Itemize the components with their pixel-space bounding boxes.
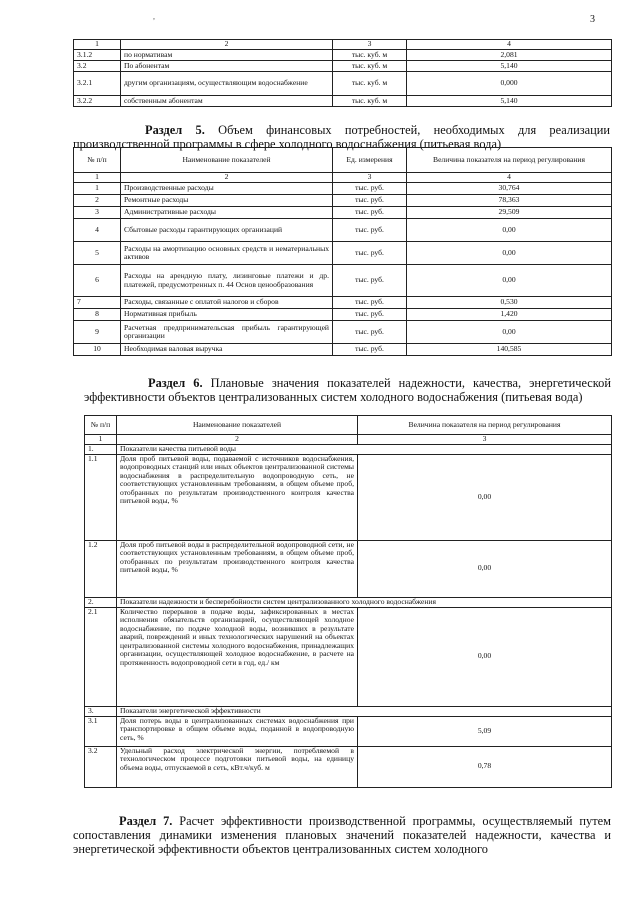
row-number: 1.1	[85, 454, 117, 540]
number-cell: 2	[117, 435, 358, 445]
row-unit: тыс. руб.	[333, 207, 407, 219]
row-value: 0,00	[407, 242, 612, 265]
row-label: Доля проб питьевой воды в распределительной водопроводной сети, не соответствующих установленным требованиям, в общем объеме проб, отобранных по результатам производственного контроля качества питьевой воды, %	[117, 540, 358, 597]
table-row	[74, 207, 612, 219]
header-cell: 3	[333, 40, 407, 50]
row-label: собственным абонентам	[121, 96, 333, 107]
section6-title: Плановые значения показателей надежности, качества, энергетической эффективности объектов централизованных систем холодного водоснабжения (питьевая вода)	[84, 376, 611, 404]
row-value: 0,00	[407, 219, 612, 242]
row-label: Количество перерывов в подаче воды, зафиксированных в местах исполнения обязательств организацией, осуществляющей холодное водоснабжение, по подаче холодной воды, возникших в результате аварий, повреждений и иных технологических нарушений на объектах централизованной системы холодного водоснабжения, принадлежащих организации, осуществляющей холодное водоснабжение, в расчете на протяженность водопроводной сети в год, ед./ км	[117, 607, 358, 706]
group-title: Показатели надежности и бесперебойности систем централизованного холодного водоснабжения	[117, 597, 612, 607]
row-number: 3.2	[85, 746, 117, 787]
row-number: 4	[74, 219, 121, 242]
number-cell: 4	[407, 173, 612, 183]
row-number: 10	[74, 344, 121, 356]
row-value: 5,140	[407, 96, 612, 107]
section5-title: Объем финансовых потребностей, необходимых для реализации производственной программы в сфере холодного водоснабжения (питьевая вода)	[73, 123, 610, 151]
section6-heading	[84, 376, 611, 404]
row-unit: тыс. руб.	[333, 265, 407, 297]
row-label: Расходы на амортизацию основных средств и нематериальных активов	[121, 242, 333, 265]
row-label: Расчетная предпринимательская прибыль гарантирующей организации	[121, 321, 333, 344]
table-row	[74, 183, 612, 195]
number-cell: 3	[358, 435, 612, 445]
row-label: Расходы, связанные с оплатой налогов и сборов	[121, 297, 333, 309]
row-value: 0,00	[407, 265, 612, 297]
group-number: 2.	[85, 597, 117, 607]
header-cell: № п/п	[85, 416, 117, 435]
row-label: Административные расходы	[121, 207, 333, 219]
table-row	[85, 746, 612, 787]
row-number: 3.1.2	[74, 50, 121, 61]
header-cell: Ед. измерения	[333, 148, 407, 173]
table-row	[85, 454, 612, 540]
top-mark: ,	[153, 12, 155, 21]
row-number: 1.2	[85, 540, 117, 597]
row-number: 1	[74, 183, 121, 195]
number-cell: 2	[121, 173, 333, 183]
row-label: Нормативная прибыль	[121, 309, 333, 321]
group-number: 3.	[85, 706, 117, 716]
table-row	[85, 607, 612, 706]
table-row	[74, 309, 612, 321]
row-label: другим организациям, осуществляющим водоснабжение	[121, 72, 333, 96]
section6-label: Раздел 6.	[148, 376, 203, 390]
number-cell: 3	[333, 173, 407, 183]
row-value: 29,509	[407, 207, 612, 219]
row-number: 9	[74, 321, 121, 344]
table-row	[74, 195, 612, 207]
row-number: 3.1	[85, 716, 117, 746]
header-cell: 2	[121, 40, 333, 50]
row-unit: тыс. руб.	[333, 309, 407, 321]
row-label: Доля проб питьевой воды, подаваемой с источников водоснабжения, водопроводных станций или иных объектов централизованной системы водоснабжения в распределительную водопроводную сеть, не соответствующих установленным требованиям, в общем объеме проб, отобранных по результатам производственного контроля качества питьевой воды, %	[117, 454, 358, 540]
table-row	[85, 716, 612, 746]
row-value: 5,09	[358, 716, 612, 746]
table-row	[74, 219, 612, 242]
section5-label: Раздел 5.	[145, 123, 205, 137]
number-cell: 1	[74, 173, 121, 183]
row-label: Удельный расход электрической энергии, потребляемой в технологическом процессе подготовки питьевой воды, на единицу объема воды, отпускаемой в сеть, кВт.ч/куб. м	[117, 746, 358, 787]
row-number: 3	[74, 207, 121, 219]
row-unit: тыс. куб. м	[333, 61, 407, 72]
row-number: 2.1	[85, 607, 117, 706]
table-row	[85, 540, 612, 597]
table-section6	[84, 415, 612, 788]
header-cell: № п/п	[74, 148, 121, 173]
row-number: 7	[74, 297, 121, 309]
row-value: 0,00	[358, 454, 612, 540]
header-cell: Наименование показателей	[117, 416, 358, 435]
row-number: 2	[74, 195, 121, 207]
row-number: 3.2	[74, 61, 121, 72]
row-unit: тыс. руб.	[333, 242, 407, 265]
number-cell: 1	[85, 435, 117, 445]
row-value: 0,530	[407, 297, 612, 309]
group-row	[85, 706, 612, 716]
table-top	[73, 39, 612, 107]
header-cell: Величина показателя на период регулирования	[358, 416, 612, 435]
table-row	[74, 72, 612, 96]
header-cell: Наименование показателей	[121, 148, 333, 173]
row-unit: тыс. руб.	[333, 321, 407, 344]
table-row	[74, 242, 612, 265]
row-number: 3.2.2	[74, 96, 121, 107]
row-label: Сбытовые расходы гарантирующих организаций	[121, 219, 333, 242]
row-value: 5,140	[407, 61, 612, 72]
table-section5	[73, 147, 612, 356]
row-value: 1,420	[407, 309, 612, 321]
section7-label: Раздел 7.	[119, 814, 173, 828]
table-row	[74, 321, 612, 344]
group-row	[85, 444, 612, 454]
row-value: 78,363	[407, 195, 612, 207]
page-number: 3	[590, 14, 595, 25]
row-value: 0,00	[358, 540, 612, 597]
table-row	[74, 96, 612, 107]
row-label: По абонентам	[121, 61, 333, 72]
row-unit: тыс. куб. м	[333, 96, 407, 107]
row-value: 0,000	[407, 72, 612, 96]
header-cell: 1	[74, 40, 121, 50]
table-row	[74, 50, 612, 61]
header-cell: Величина показателя на период регулирования	[407, 148, 612, 173]
row-value: 0,00	[358, 607, 612, 706]
row-number: 6	[74, 265, 121, 297]
group-number: 1.	[85, 444, 117, 454]
row-unit: тыс. куб. м	[333, 50, 407, 61]
table-row	[74, 297, 612, 309]
row-unit: тыс. руб.	[333, 344, 407, 356]
row-number: 8	[74, 309, 121, 321]
row-value: 0,00	[407, 321, 612, 344]
row-unit: тыс. руб.	[333, 297, 407, 309]
row-number: 3.2.1	[74, 72, 121, 96]
row-label: Необходимая валовая выручка	[121, 344, 333, 356]
row-label: Производственные расходы	[121, 183, 333, 195]
row-unit: тыс. руб.	[333, 195, 407, 207]
row-value: 30,764	[407, 183, 612, 195]
group-title: Показатели энергетической эффективности	[117, 706, 612, 716]
row-label: Ремонтные расходы	[121, 195, 333, 207]
group-title: Показатели качества питьевой воды	[117, 444, 612, 454]
group-row	[85, 597, 612, 607]
row-label: по нормативам	[121, 50, 333, 61]
row-number: 5	[74, 242, 121, 265]
table-row	[74, 344, 612, 356]
row-unit: тыс. куб. м	[333, 72, 407, 96]
row-value: 140,585	[407, 344, 612, 356]
table-row	[74, 61, 612, 72]
row-label: Доля потерь воды в централизованных системах водоснабжения при транспортировке в общем объеме воды, поданной в водопроводную сеть, %	[117, 716, 358, 746]
row-unit: тыс. руб.	[333, 183, 407, 195]
row-value: 2,081	[407, 50, 612, 61]
row-unit: тыс. руб.	[333, 219, 407, 242]
header-cell: 4	[407, 40, 612, 50]
row-value: 0,78	[358, 746, 612, 787]
section7-title: Расчет эффективности производственной программы, осуществляемый путем сопоставления динамики изменения плановых значений показателей надежности, качества и энергетической эффективности объектов централизованных систем холодного	[73, 814, 611, 856]
row-label: Расходы на арендную плату, лизинговые платежи и др. платежей, предусмотренных п. 44 Основ ценообразования	[121, 265, 333, 297]
section7-heading	[73, 814, 611, 856]
table-row	[74, 265, 612, 297]
